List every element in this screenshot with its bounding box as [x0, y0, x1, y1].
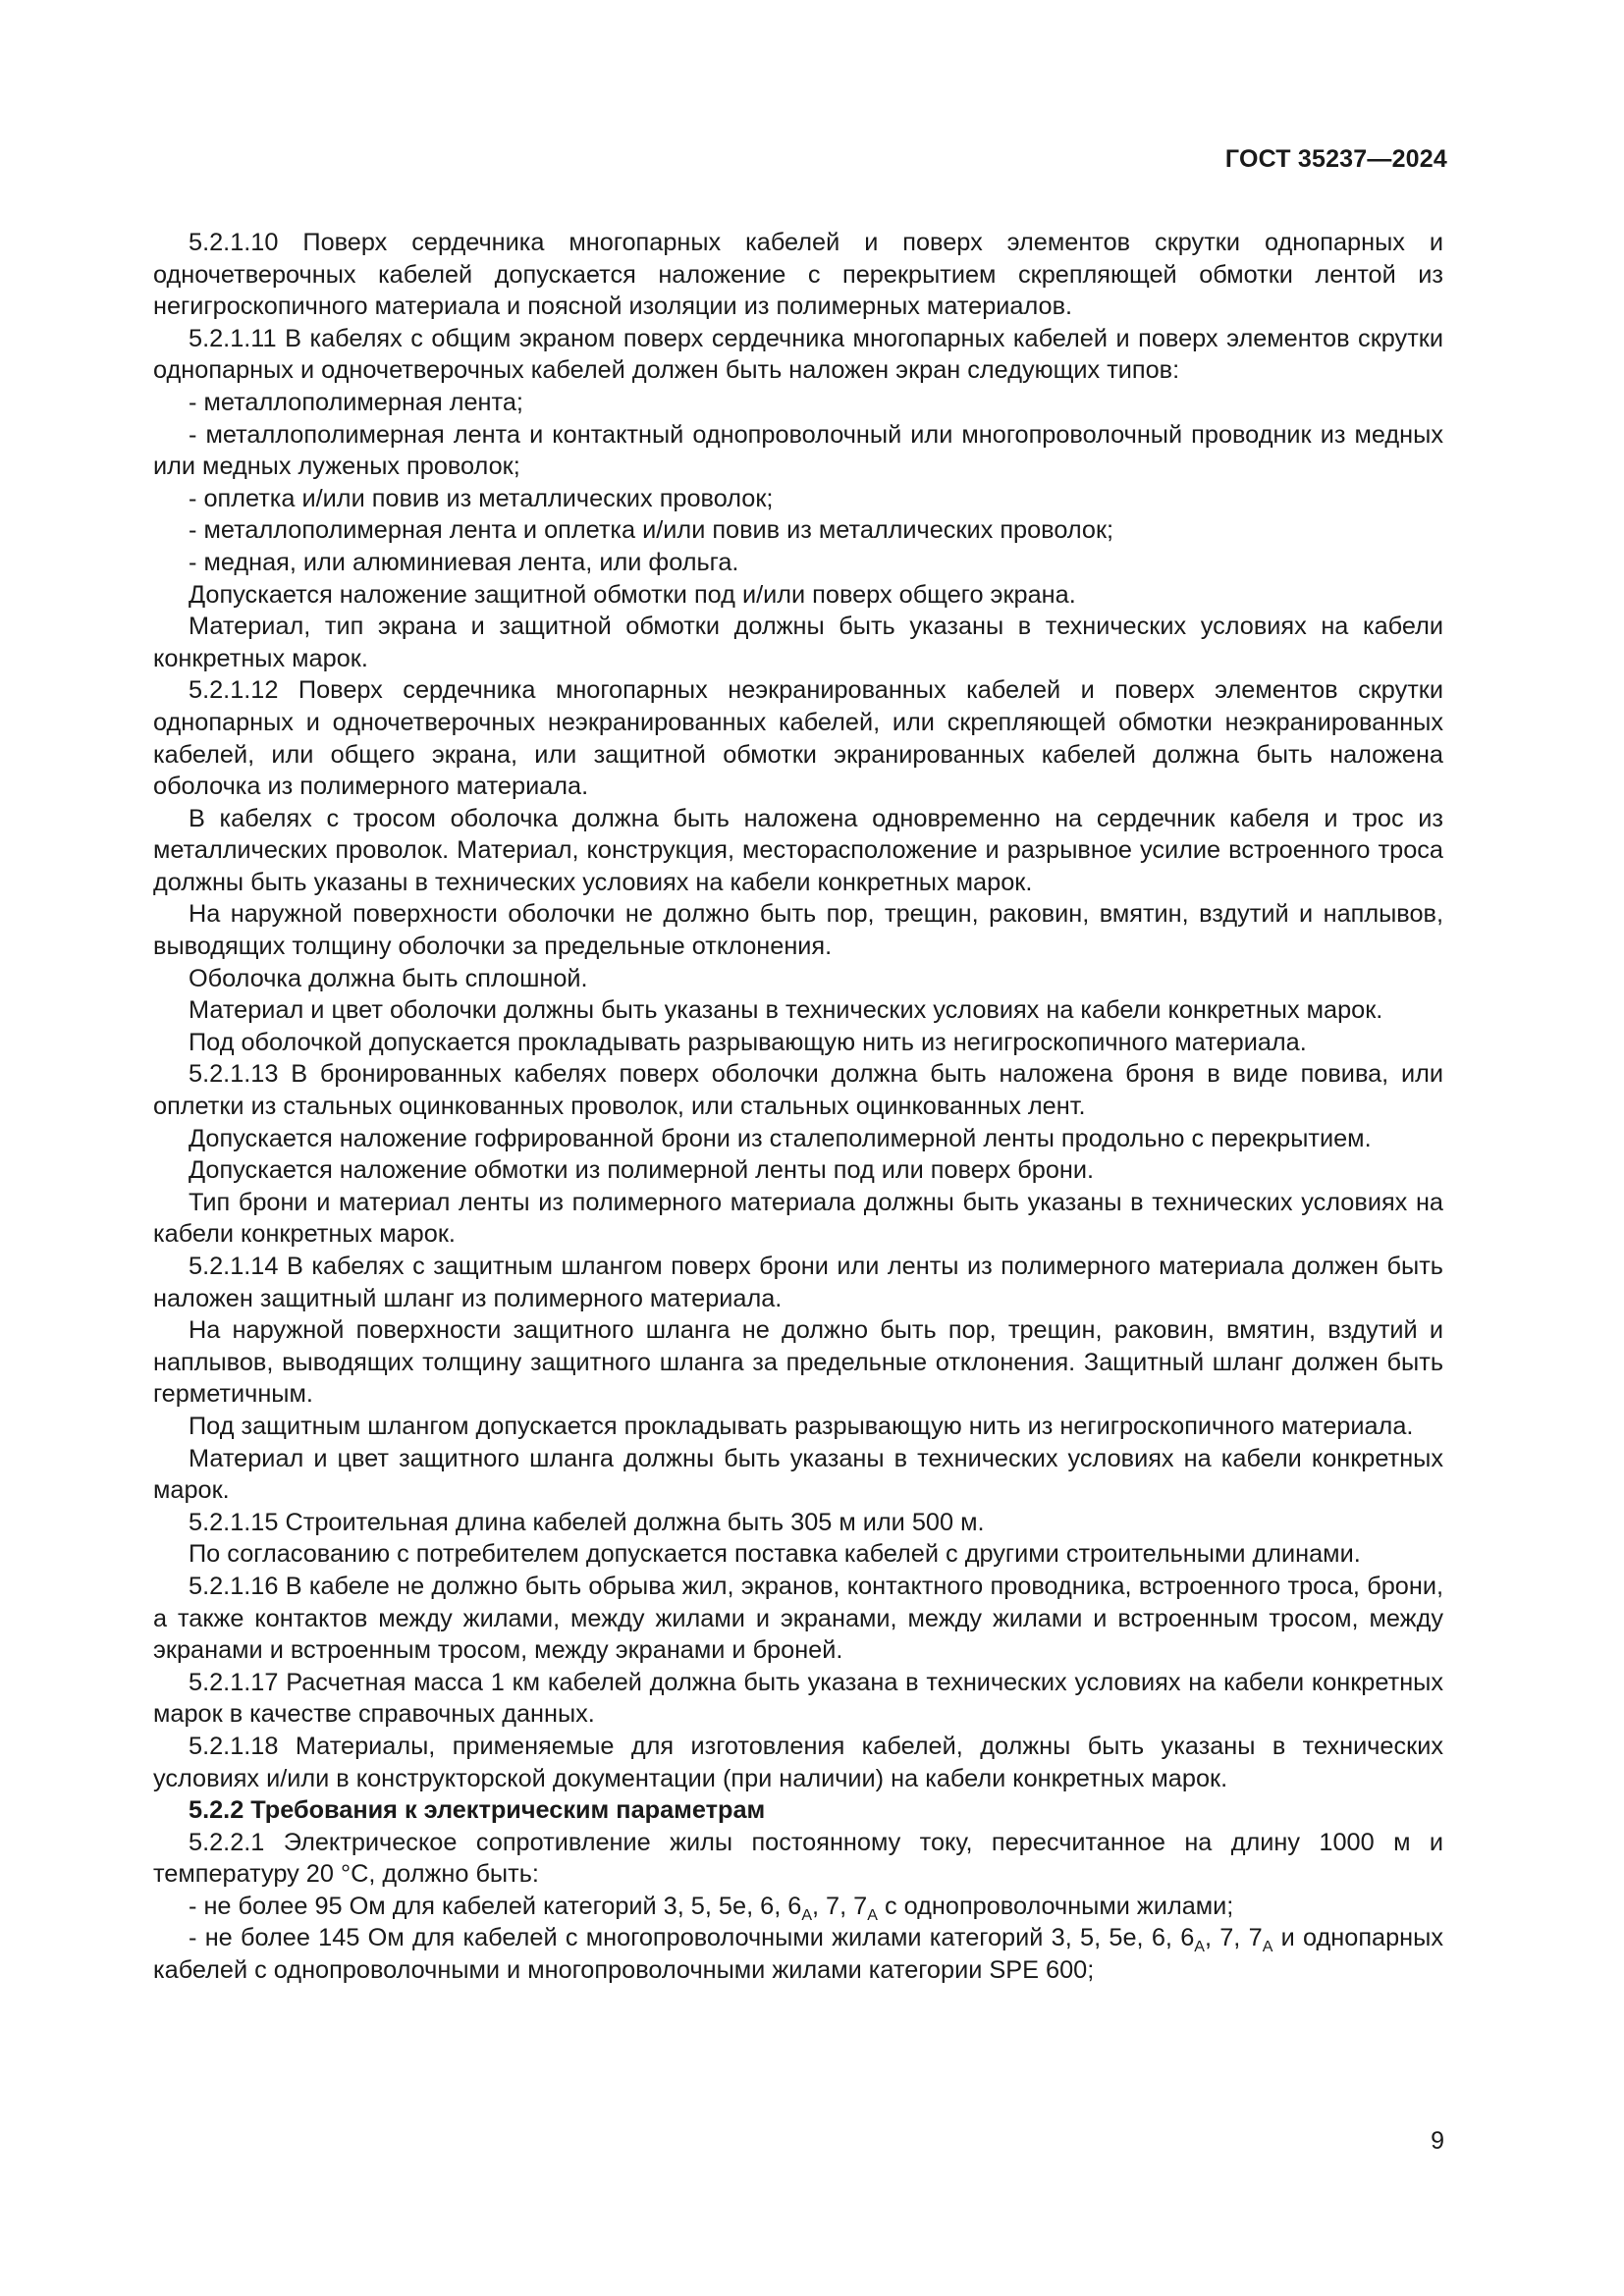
paragraph: По согласованию с потребителем допускается поставка кабелей с другими строительными длинами. [189, 1540, 1361, 1569]
paragraph: Материал и цвет оболочки должны быть указаны в технических условиях на кабели конкретных марок. [189, 996, 1383, 1025]
paragraph: Материал и цвет защитного шланга должны быть указаны в технических условиях на кабели конкретных марок. [153, 1444, 1443, 1505]
paragraph: 5.2.1.13 В бронированных кабелях поверх оболочки должна быть наложена броня в виде повива, или оплетки из стальных оцинкованных проволок, или стальных оцинкованных лент. [153, 1060, 1443, 1121]
paragraph: 5.2.1.11 В кабелях с общим экраном поверх сердечника многопарных кабелей и поверх элементов скрутки однопарных и одночетверочных кабелей должен быть наложен экран следующих типов: [153, 324, 1443, 385]
list-item-text: с однопроволочными жилами; [877, 1892, 1234, 1920]
list-item-text: , 7, 7 [812, 1892, 868, 1920]
paragraph: Под оболочкой допускается прокладывать разрывающую нить из негигроскопичного материала. [189, 1028, 1307, 1056]
list-item: - оплетка и/или повив из металлических проволок; [189, 484, 774, 512]
list-item-text: - не более 145 Ом для кабелей с многопроволочными жилами категорий 3, 5, 5е, 6, 6 [189, 1924, 1195, 1952]
paragraph: 5.2.1.15 Строительная длина кабелей должна быть 305 м или 500 м. [189, 1508, 985, 1536]
list-item: - металлополимерная лента и контактный однопроволочный или многопроволочный проводник из медных или медных луженых проволок; [153, 420, 1443, 481]
paragraph: Допускается наложение защитной обмотки под и/или поверх общего экрана. [189, 580, 1076, 609]
document-header: ГОСТ 35237—2024 [1224, 145, 1447, 173]
paragraph: 5.2.1.16 В кабеле не должно быть обрыва жил, экранов, контактного проводника, встроенного троса, брони, а также контактов между жилами, между жилами и экранами, между жилами и встроенным тросом, между экранами и встроенным тросом, между экранами и броней. [153, 1572, 1443, 1665]
paragraph: Тип брони и материал ленты из полимерного материала должны быть указаны в технических условиях на кабели конкретных марок. [153, 1188, 1443, 1249]
paragraph: Допускается наложение гофрированной брони из сталеполимерной ленты продольно с перекрытием. [189, 1124, 1372, 1152]
paragraph: 5.2.1.17 Расчетная масса 1 км кабелей должна быть указана в технических условиях на кабели конкретных марок в качестве справочных данных. [153, 1668, 1443, 1729]
subscript: A [1194, 1939, 1205, 1956]
list-item: - металлополимерная лента и оплетка и/или повив из металлических проволок; [189, 516, 1114, 545]
paragraph: 5.2.1.14 В кабелях с защитным шлангом поверх брони или ленты из полимерного материала должен быть наложен защитный шланг из полимерного материала. [153, 1253, 1443, 1312]
paragraph: На наружной поверхности защитного шланга не должно быть пор, трещин, раковин, вмятин, вздутий и наплывов, выводящих толщину защитного шланга за предельные отклонения. Защитный шланг должен быть герметичным. [153, 1316, 1443, 1409]
paragraph: 5.2.2.1 Электрическое сопротивление жилы постоянному току, пересчитанное на длину 1000 м и температуру 20 °C, должно быть: [153, 1828, 1443, 1889]
section-heading: 5.2.2 Требования к электрическим параметрам [189, 1796, 766, 1825]
page-body [153, 227, 1443, 1987]
list-item: - металлополимерная лента; [189, 388, 523, 416]
list-item-text: , 7, 7 [1204, 1924, 1263, 1952]
paragraph: Материал, тип экрана и защитной обмотки должны быть указаны в технических условиях на кабели конкретных марок. [153, 613, 1443, 672]
paragraph: Под защитным шлангом допускается прокладывать разрывающую нить из негигроскопичного материала. [189, 1412, 1414, 1440]
subscript: A [1262, 1939, 1273, 1956]
list-item [153, 1891, 1443, 1923]
subscript: A [801, 1906, 812, 1924]
paragraph: Оболочка должна быть сплошной. [189, 964, 588, 992]
page-number: 9 [1431, 2127, 1444, 2155]
paragraph: 5.2.1.18 Материалы, применяемые для изготовления кабелей, должны быть указаны в технических условиях и/или в конструкторской документации (при наличии) на кабели конкретных марок. [153, 1732, 1443, 1792]
list-item: - медная, или алюминиевая лента, или фольга. [189, 548, 739, 576]
paragraph: Допускается наложение обмотки из полимерной ленты под или поверх брони. [189, 1156, 1095, 1185]
paragraph: 5.2.1.10 Поверх сердечника многопарных кабелей и поверх элементов скрутки однопарных и одночетверочных кабелей допускается наложение с перекрытием скрепляющей обмотки лентой из негигроскопичного материала и поясной изоляции из полимерных материалов. [153, 229, 1443, 321]
paragraph: В кабелях с тросом оболочка должна быть наложена одновременно на сердечник кабеля и трос из металлических проволок. Материал, конструкция, месторасположение и разрывное усилие встроенного троса должны быть указаны в технических условиях на кабели конкретных марок. [153, 804, 1443, 896]
list-item [153, 1922, 1443, 1986]
list-item-text: - не более 95 Ом для кабелей категорий 3, 5, 5е, 6, 6 [189, 1892, 802, 1920]
subscript: A [867, 1906, 878, 1924]
paragraph: На наружной поверхности оболочки не должно быть пор, трещин, раковин, вмятин, вздутий и наплывов, выводящих толщину оболочки за предельные отклонения. [153, 900, 1443, 961]
paragraph: 5.2.1.12 Поверх сердечника многопарных неэкранированных кабелей и поверх элементов скрутки однопарных и одночетверочных неэкранированных кабелей, или скрепляющей обмотки неэкранированных кабелей, или общего экрана, или защитной обмотки экранированных кабелей должна быть наложена оболочка из полимерного материала. [153, 676, 1443, 801]
list-item-text: и однопарных кабелей с однопроволочными и многопроволочными жилами категории SPE 600; [153, 1924, 1443, 1985]
